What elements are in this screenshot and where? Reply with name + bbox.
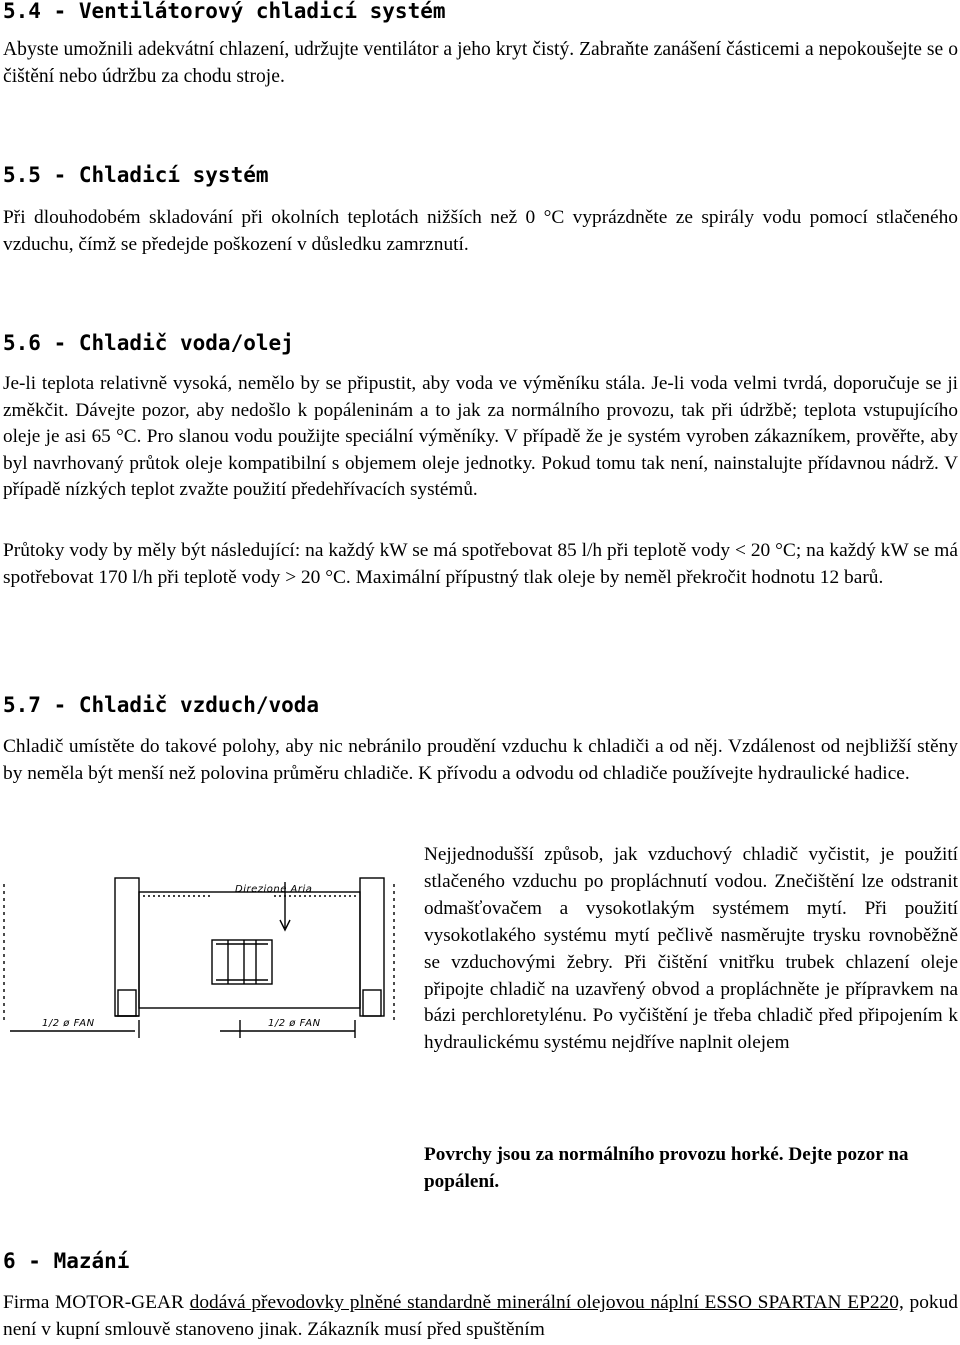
section-5-4-text: Abyste umožnili adekvátní chlazení, udržujte ventilátor a jeho kryt čistý. Zabraňte zanášení částicemi a nepokoušejte se o čištění nebo údržbu za chodu stroje.	[3, 39, 958, 87]
section-5-6-text-1: Je-li teplota relativně vysoká, nemělo by se připustit, aby voda ve výměníku stála. Je-li voda velmi tvrdá, doporučuje se ji změkčit. Dávejte pozor, aby nedošlo k popáleninám a to jak za normálního provozu, tak při údržbě; teplota vstupujícího oleje je asi 65 °C. Pro slanou vodu použijte speciální výměníky. V případě že je systém vyroben zákazníkem, prověřte, aby byl navrhovaný průtok oleje kompatibilní s objemem oleje jednotky. Pokud tomu tak není, nainstalujte přídavnou nádrž. V případě nízkých teplot zvažte použití předehřívacích systémů.	[3, 373, 958, 501]
air-direction-label: Direzione Aria	[235, 884, 313, 895]
section-6-text	[3, 1289, 958, 1344]
fan-label-left: 1/2 ø FAN	[42, 1018, 95, 1029]
air-cooler-diagram	[0, 870, 400, 1050]
section-5-5-text: Při dlouhodobém skladování při okolních teplotách nižších než 0 °C vyprázdněte ze spirály vodu pomocí stlačeného vzduchu, čímž se předejde poškození v důsledku zamrznutí.	[3, 207, 958, 256]
section-5-7-text: Chladič umístěte do takové polohy, aby nic nebránilo proudění vzduchu k chladiči a od něj. Vzdálenost od nejbližší stěny by neměla být menší než polovina průměru chladiče. K přívodu a odvodu od chladiče používejte hydraulické hadice.	[3, 736, 958, 785]
section-5-6-text-2: Průtoky vody by měly být následující: na každý kW se má spotřebovat 85 l/h při teplotě vody < 20 °C; na každý kW se má spotřebovat 170 l/h při teplotě vody > 20 °C. Maximální přípustný tlak oleje by neměl překročit hodnotu 12 barů.	[3, 540, 958, 589]
section-5-7-warning: Povrchy jsou za normálního provozu horké. Dejte pozor na popálení.	[424, 1144, 909, 1192]
section-6-text-a: Firma MOTOR-GEAR	[3, 1292, 190, 1313]
section-6-heading: 6 - Mazání	[3, 1249, 130, 1273]
section-6-text-b: pokud není v kupní smlouvě stanoveno jinak. Zákazník musí před spuštěním	[3, 1292, 958, 1341]
air-cooler-drawing	[0, 870, 400, 1050]
section-5-4-heading: 5.4 - Ventilátorový chladicí systém	[3, 0, 446, 23]
section-5-7-heading: 5.7 - Chladič vzduch/voda	[3, 693, 320, 717]
section-5-5-heading: 5.5 - Chladicí systém	[3, 163, 269, 187]
fan-label-right: 1/2 ø FAN	[268, 1018, 321, 1029]
section-5-7-side-text: Nejjednodušší způsob, jak vzduchový chladič vyčistit, je použití stlačeného vzduchu po propláchnutí vodou. Znečištění lze odstranit odmašťovačem a vysokotlakým systémem mytí. Při použití vysokotlakého systému mytí pečlivě nasměrujte trysku rovnoběžně se vzduchovými žebry. Při čištění vnitřku trubek chlazení oleje připojte chladič na uzavřený obvod a propláchněte je přípravkem na bázi perchloretylénu. Po vyčištění je třeba chladič před připojením k hydraulickému systému nejdříve naplnit olejem	[424, 844, 958, 1054]
section-5-6-heading: 5.6 - Chladič voda/olej	[3, 331, 294, 355]
section-6-text-underlined: dodává převodovky plněné standardně minerální olejovou náplní ESSO SPARTAN EP220,	[189, 1292, 904, 1313]
